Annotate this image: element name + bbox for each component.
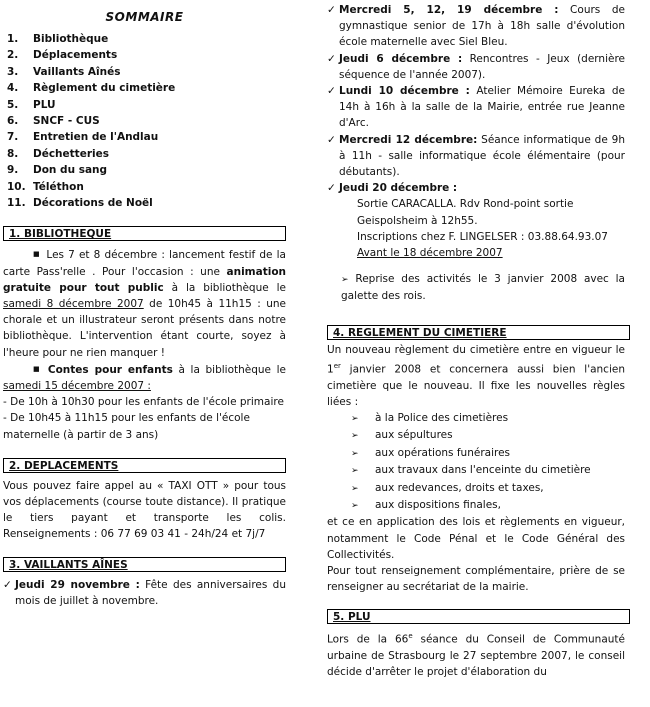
summary-item[interactable]: 5. PLU <box>7 98 56 111</box>
agenda-deadline: Avant le 18 décembre 2007 <box>357 247 503 260</box>
square-bullet-icon: ■ <box>33 364 42 373</box>
agenda-item: ✓ Jeudi 6 décembre : Rencontres - Jeux (dernière séquence de l'année 2007). <box>327 52 625 81</box>
bibliotheque-paragraph-2: ■ Contes pour enfants à la bibliothèque le samedi 15 décembre 2007 : <box>3 363 286 392</box>
arrow-icon: ➢ <box>351 431 359 442</box>
list-item: ➢ aux dispositions finales, <box>351 497 625 514</box>
bibliotheque-body <box>3 246 286 442</box>
bibliotheque-line: - De 10h à 10h30 pour les enfants de l'école primaire <box>3 396 284 409</box>
reglement-rules-list <box>327 410 625 514</box>
square-bullet-icon: ■ <box>33 250 41 259</box>
summary-item[interactable]: 7. Entretien de l'Andlau <box>7 131 159 144</box>
agenda-item: ✓ Mercredi 12 décembre: Séance informatique de 9h à 11h - salle informatique école élémentaire (pour débutants). <box>327 133 625 179</box>
vaillants-body <box>3 577 286 609</box>
list-item: ➢ aux opérations funéraires <box>351 445 625 462</box>
summary-list <box>3 31 286 211</box>
list-item: ➢ aux sépultures <box>351 427 625 444</box>
summary-item[interactable]: 6. SNCF - CUS <box>7 114 100 127</box>
summary-item[interactable]: 2. Déplacements <box>7 49 118 62</box>
agenda-item-caracalla: ✓ Jeudi 20 décembre : Sortie CARACALLA. Rdv Rond-point sortie Geispolsheim à 12h55. Inscriptions chez F. LINGELSER : 03.88.64.93.07 Avant le 18 décembre 2007 <box>327 180 625 261</box>
summary-item[interactable]: 1. Bibliothèque <box>7 33 109 45</box>
agenda-line: Inscriptions chez F. LINGELSER : 03.88.64.93.07 <box>357 230 608 243</box>
list-item: ➢ aux redevances, droits et taxes, <box>351 480 625 497</box>
right-column <box>327 0 625 681</box>
list-item: ➢ aux travaux dans l'enceinte du cimetière <box>351 462 625 479</box>
agenda-item: ✓ Mercredi 5, 12, 19 décembre : Cours de gymnastique senior de 17h à 18h salle d'évolution école maternelle avec Siel Bleu. <box>327 4 625 49</box>
arrow-icon: ➢ <box>351 448 359 459</box>
summary-title: SOMMAIRE <box>105 10 184 24</box>
agenda-line: Geispolsheim à 12h55. <box>357 214 478 227</box>
section-heading-vaillants: 3. VAILLANTS AÎNES <box>3 557 286 572</box>
deplacements-body: Vous pouvez faire appel au « TAXI OTT » pour tous vos déplacements (course toute distance). Il pratique le tiers payant et transporte les colis. Renseignements : 06 77 69 03 41 - 24h/24 et 7j/7 <box>3 479 286 541</box>
summary-item[interactable]: 9. Don du sang <box>7 164 108 177</box>
check-icon: ✓ <box>327 52 336 65</box>
section-heading-reglement: 4. REGLEMENT DU CIMETIERE <box>327 325 630 340</box>
summary-item[interactable]: 4. Règlement du cimetière <box>7 82 176 95</box>
section-heading-bibliotheque: 1. BIBLIOTHEQUE <box>3 226 286 241</box>
summary-item[interactable]: 8. Déchetteries <box>7 147 109 160</box>
check-icon: ✓ <box>3 578 12 591</box>
plu-body: Lors de la 66e séance du Conseil de Communauté urbaine de Strasbourg le 27 septembre 2007, le conseil décide d'arrêter le projet d'élaboration du <box>327 632 626 679</box>
check-icon: ✓ <box>327 182 336 195</box>
reglement-paragraph: et ce en application des lois et règlements en vigueur, notamment le Code Pénal et le Code Général des Collectivités. <box>327 516 625 561</box>
arrow-icon: ➢ <box>351 466 359 477</box>
summary-item[interactable]: 11. Décorations de Noël <box>7 196 153 209</box>
reglement-intro: Un nouveau règlement du cimetière entre en vigueur le 1er janvier 2008 et concernera aussi bien l'ancien cimetière que le nouveau. Il fixe les nouvelles règles liées : <box>327 343 625 408</box>
check-icon: ✓ <box>327 4 336 16</box>
check-icon: ✓ <box>327 85 336 98</box>
arrow-icon: ➢ <box>351 501 359 511</box>
bibliotheque-line: - De 10h45 à 11h15 pour les enfants de l'école maternelle (à partir de 3 ans) <box>3 412 250 441</box>
agenda-item: ✓ Lundi 10 décembre : Atelier Mémoire Eureka de 14h à 16h à la salle de la Mairie, entrée rue Jeanne d'Arc. <box>327 85 625 130</box>
section-heading-deplacements: 2. DEPLACEMENTS <box>3 458 286 473</box>
summary-item[interactable]: 10. Téléthon <box>7 180 84 193</box>
left-column <box>3 0 286 609</box>
check-icon: ✓ <box>327 133 336 146</box>
list-item: ➢ à la Police des cimetières <box>351 410 625 427</box>
agenda-line: Sortie CARACALLA. Rdv Rond-point sortie <box>357 198 574 211</box>
arrow-icon: ➢ <box>341 275 349 286</box>
section-heading-plu: 5. PLU <box>327 609 630 624</box>
agenda-list <box>327 2 625 261</box>
bibliotheque-paragraph-1: ■ Les 7 et 8 décembre : lancement festif de la carte Pass'relle . Pour l'occasion : une animation gratuite pour tout public à la bibliothèque le samedi 8 décembre 2007 de 10h45 à 11h15 : une chorale et un illustrateur seront présents dans notre bibliothèque. L'intervention étant courte, soyez à l'heure pour ne rien manquer ! <box>3 249 287 359</box>
agenda-item: ✓ Jeudi 29 novembre : Fête des anniversaires du mois de juillet à novembre. <box>3 578 286 607</box>
reglement-body <box>327 342 625 596</box>
summary-item[interactable]: 3. Vaillants Aînés <box>7 65 121 78</box>
reglement-paragraph: Pour tout renseignement complémentaire, prière de se renseigner au secrétariat de la mairie. <box>327 565 625 594</box>
arrow-icon: ➢ <box>351 413 359 424</box>
reprise-note: ➢ Reprise des activités le 3 janvier 2008 avec la galette des rois. <box>341 273 625 303</box>
arrow-icon: ➢ <box>351 483 359 494</box>
